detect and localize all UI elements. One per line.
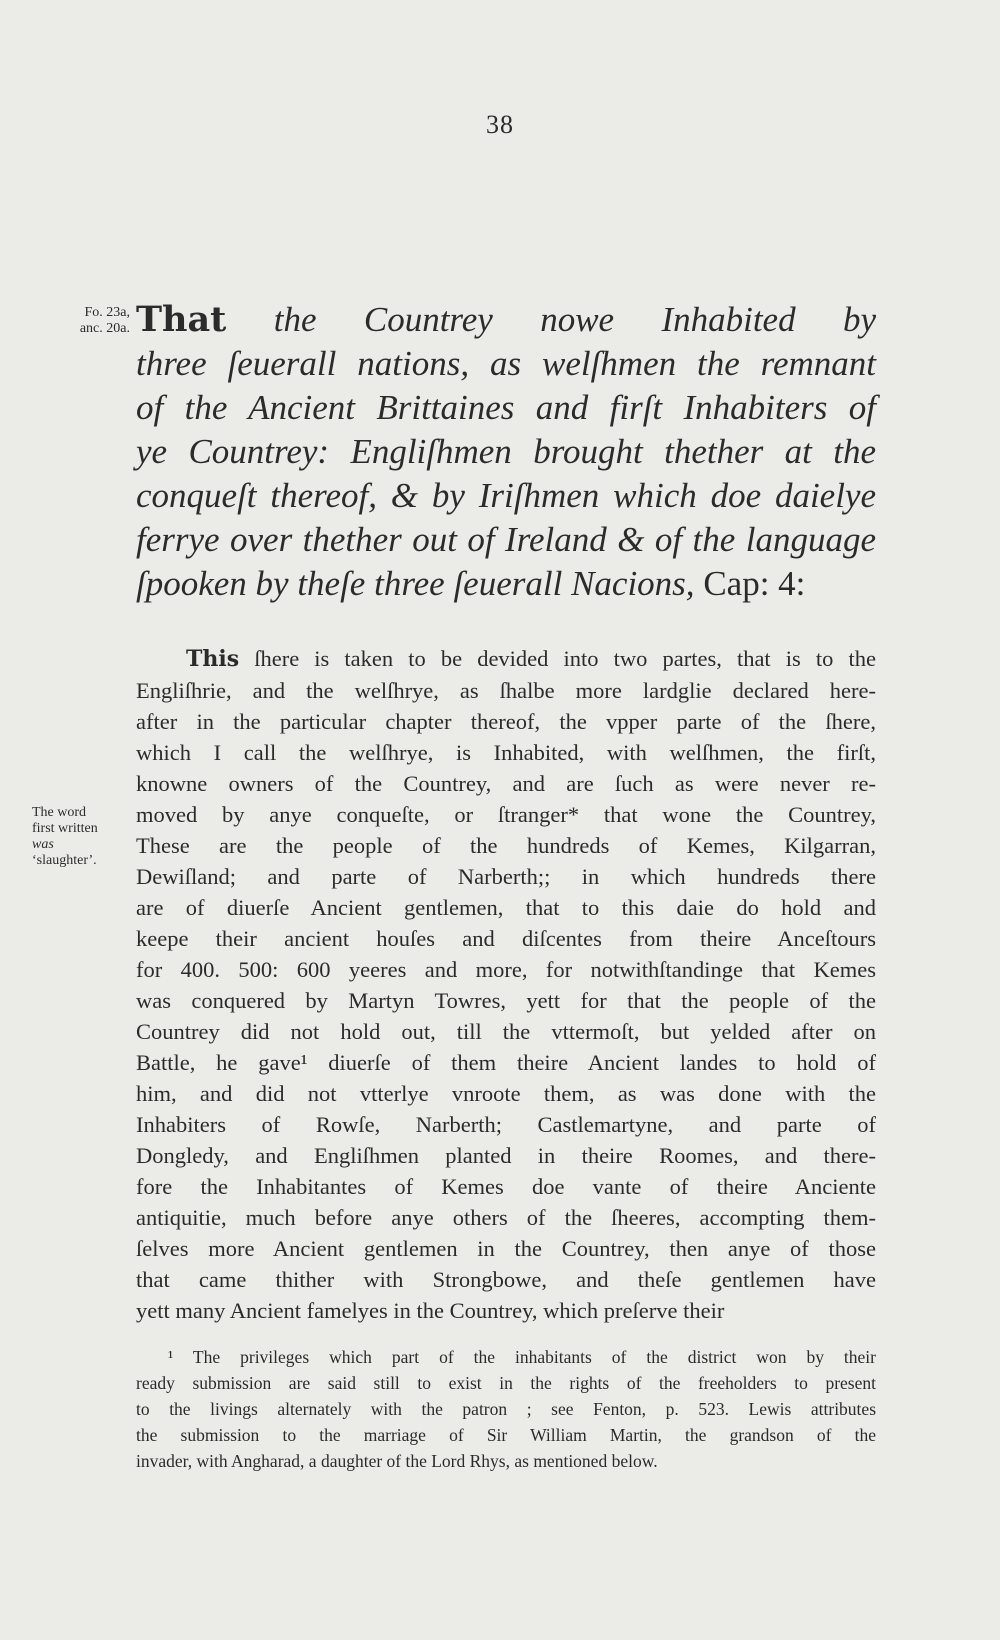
body-line: Dongledy, and Engliſhmen planted in theire Roomes, and there- bbox=[136, 1143, 876, 1168]
body-line: yett many Ancient famelyes in the Countrey, which preſerve their bbox=[136, 1298, 725, 1323]
title-line: of the Ancient Brittaines and firſt Inhabiters of bbox=[136, 388, 876, 427]
note-line: The word bbox=[32, 805, 87, 820]
footnote bbox=[136, 1344, 876, 1474]
body-line: Inhabiters of Rowſe, Narberth; Castlemartyne, and parte of bbox=[136, 1112, 876, 1137]
body-line: knowne owners of the Countrey, and are ſuch as were never re- bbox=[136, 771, 876, 796]
body-line: that came thither with Strongbowe, and theſe gentlemen have bbox=[136, 1267, 876, 1292]
body-line: Dewiſland; and parte of Narberth;; in which hundreds there bbox=[136, 864, 876, 889]
title-line: ſpooken by theſe three ſeuerall Nacions, Cap: 4: bbox=[136, 564, 806, 603]
title-line: three ſeuerall nations, as welſhmen the remnant bbox=[136, 344, 876, 383]
body-line: Engliſhrie, and the welſhrye, as ſhalbe more lardglie declared here- bbox=[136, 678, 876, 703]
body-line: keepe their ancient houſes and diſcentes from theire Anceſtours bbox=[136, 926, 876, 951]
body-initial-word: This bbox=[186, 646, 240, 672]
footnote-line: ¹ The privileges which part of the inhabitants of the district won by their bbox=[168, 1347, 876, 1367]
footnote-line: to the livings alternately with the patron ; see Fenton, p. 523. Lewis attributes bbox=[136, 1399, 876, 1419]
footnote-line: ready submission are said still to exist in the rights of the freeholders to present bbox=[136, 1373, 876, 1393]
body-line: after in the particular chapter thereof, the vpper parte of the ſhere, bbox=[136, 709, 876, 734]
chapter-number: Cap: 4: bbox=[703, 564, 806, 603]
body-line: This ſhere is taken to be devided into two partes, that is to the bbox=[186, 646, 876, 672]
body-line: was conquered by Martyn Towres, yett for that the people of the bbox=[136, 988, 876, 1013]
note-line: ‘slaughter’. bbox=[32, 853, 97, 868]
title-initial-word: That bbox=[136, 299, 227, 340]
body-line: moved by anye conqueſte, or ſtranger* that wone the Countrey, bbox=[136, 802, 876, 827]
folio-line: anc. 20a. bbox=[79, 321, 130, 336]
title-line: That the Countrey nowe Inhabited by bbox=[136, 299, 876, 340]
page-number: 38 bbox=[486, 110, 514, 139]
body-line: Battle, he gave¹ diuerſe of them theire Ancient landes to hold of bbox=[136, 1050, 876, 1075]
body-paragraph bbox=[136, 643, 876, 1326]
body-line: ſelves more Ancient gentlemen in the Countrey, then anye of those bbox=[136, 1236, 876, 1261]
body-line: These are the people of the hundreds of Kemes, Kilgarran, bbox=[136, 833, 876, 858]
footnote-line: invader, with Angharad, a daughter of the Lord Rhys, as mentioned below. bbox=[136, 1451, 658, 1471]
body-line: are of diuerſe Ancient gentlemen, that to this daie do hold and bbox=[136, 895, 876, 920]
folio-reference bbox=[50, 305, 130, 337]
folio-line: Fo. 23a, bbox=[84, 305, 130, 320]
body-line: him, and did not vtterlye vnroote them, as was done with the bbox=[136, 1081, 876, 1106]
footnote-line: the submission to the marriage of Sir William Martin, the grandson of the bbox=[136, 1425, 876, 1445]
title-line: ye Countrey: Engliſhmen brought thether at the bbox=[136, 432, 876, 471]
title-line: conqueſt thereof, & by Iriſhmen which doe daielye bbox=[136, 476, 876, 515]
body-line: antiquitie, much before anye others of the ſheeres, accompting them- bbox=[136, 1205, 876, 1230]
note-line: was bbox=[32, 837, 54, 852]
title-line: ferrye over thether out of Ireland & of the language bbox=[136, 520, 876, 559]
body-line: for 400. 500: 600 yeeres and more, for notwithſtandinge that Kemes bbox=[136, 957, 876, 982]
body-line: which I call the welſhrye, is Inhabited, with welſhmen, the firſt, bbox=[136, 740, 876, 765]
chapter-title bbox=[136, 298, 876, 606]
body-line: fore the Inhabitantes of Kemes doe vante of theire Anciente bbox=[136, 1174, 876, 1199]
note-line: first written bbox=[32, 821, 98, 836]
word-margin-note bbox=[32, 805, 144, 869]
body-line: Countrey did not hold out, till the vttermoſt, but yelded after on bbox=[136, 1019, 876, 1044]
